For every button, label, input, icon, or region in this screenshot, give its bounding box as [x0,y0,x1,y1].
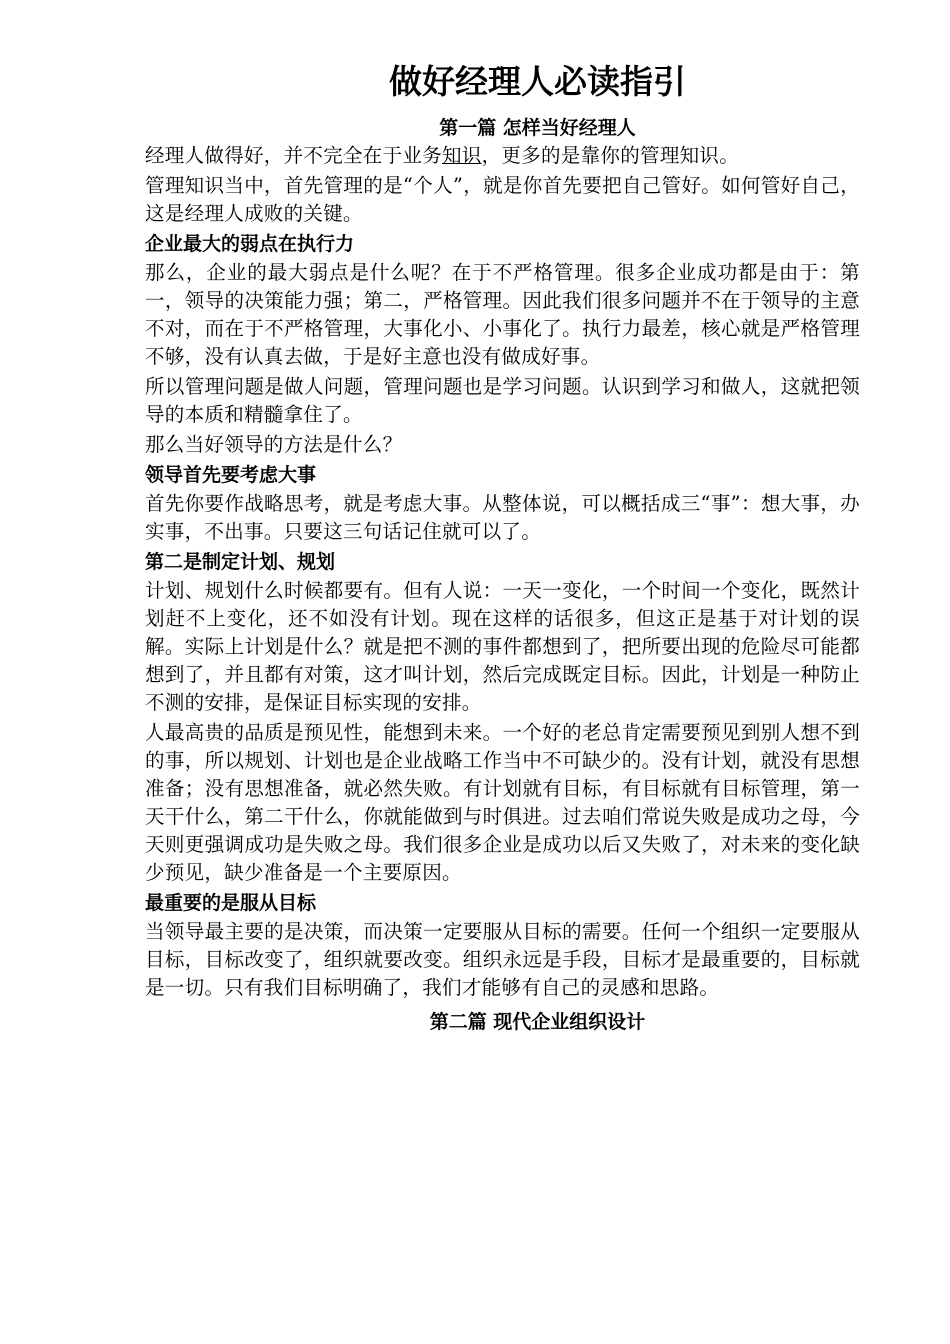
underlined-word: 知识 [442,144,482,167]
document-title: 做好经理人必读指引 [389,62,686,101]
section-heading-execution: 企业最大的弱点在执行力 [145,233,355,255]
intro-text-start: 经理人做得好，并不完全在于业务 [145,144,443,167]
part-two-title: 第二篇 现代企业组织设计 [429,1011,646,1033]
paragraph-6: 计划、规划什么时候都要有。但有人说：一天一变化，一个时间一个变化，既然计划赶不上变化，还不如没有计划。现在这样的话很多，但这正是基于对计划的误解。实际上计划是什么？就是把不测的事件都想到了，把所要出现的危险尽可能都想到了，并且都有对策，这才叫计划，然后完成既定目标。因此，计划是一种防止不测的安排，是保证目标实现的安排。 [145,579,860,714]
intro-paragraph [145,142,860,170]
section-heading-big-matters: 领导首先要考虑大事 [145,464,317,486]
paragraph-1: 管理知识当中，首先管理的是“个人”，就是你首先要把自己管好。如何管好自己，这是经理人成败的关键。 [145,174,860,225]
section-heading-goals: 最重要的是服从目标 [145,892,317,914]
paragraph-4: 那么当好领导的方法是什么？ [145,433,403,456]
section-heading-planning: 第二是制定计划、规划 [145,551,336,573]
paragraph-8: 当领导最主要的是决策，而决策一定要服从目标的需要。任何一个组织一定要服从目标，目标改变了，组织就要改变。组织永远是手段，目标才是最重要的，目标就是一切。只有我们目标明确了，我们才能够有自己的灵感和思路。 [145,920,860,999]
paragraph-5: 首先你要作战略思考，就是考虑大事。从整体说，可以概括成三“事”：想大事，办实事，不出事。只要这三句话记住就可以了。 [145,492,860,543]
paragraph-2: 那么，企业的最大弱点是什么呢？在于不严格管理。很多企业成功都是由于：第一，领导的决策能力强；第二，严格管理。因此我们很多问题并不在于领导的主意不对，而在于不严格管理，大事化小、小事化了。执行力最差，核心就是严格管理不够，没有认真去做，于是好主意也没有做成好事。 [145,261,860,368]
paragraph-3: 所以管理问题是做人问题，管理问题也是学习问题。认识到学习和做人，这就把领导的本质和精髓拿住了。 [145,375,860,426]
intro-text-end: ，更多的是靠你的管理知识。 [481,144,740,167]
part-one-title: 第一篇 怎样当好经理人 [439,117,636,139]
paragraph-7: 人最高贵的品质是预见性，能想到未来。一个好的老总肯定需要预见到别人想不到的事，所以规划、计划也是企业战略工作当中不可缺少的。没有计划，就没有思想准备；没有思想准备，就必然失败。有计划就有目标，有目标就有目标管理，第一天干什么，第二干什么，你就能做到与时俱进。过去咱们常说失败是成功之母，今天则更强调成功是失败之母。我们很多企业是成功以后又失败了，对未来的变化缺少预见，缺少准备是一个主要原因。 [145,721,860,884]
